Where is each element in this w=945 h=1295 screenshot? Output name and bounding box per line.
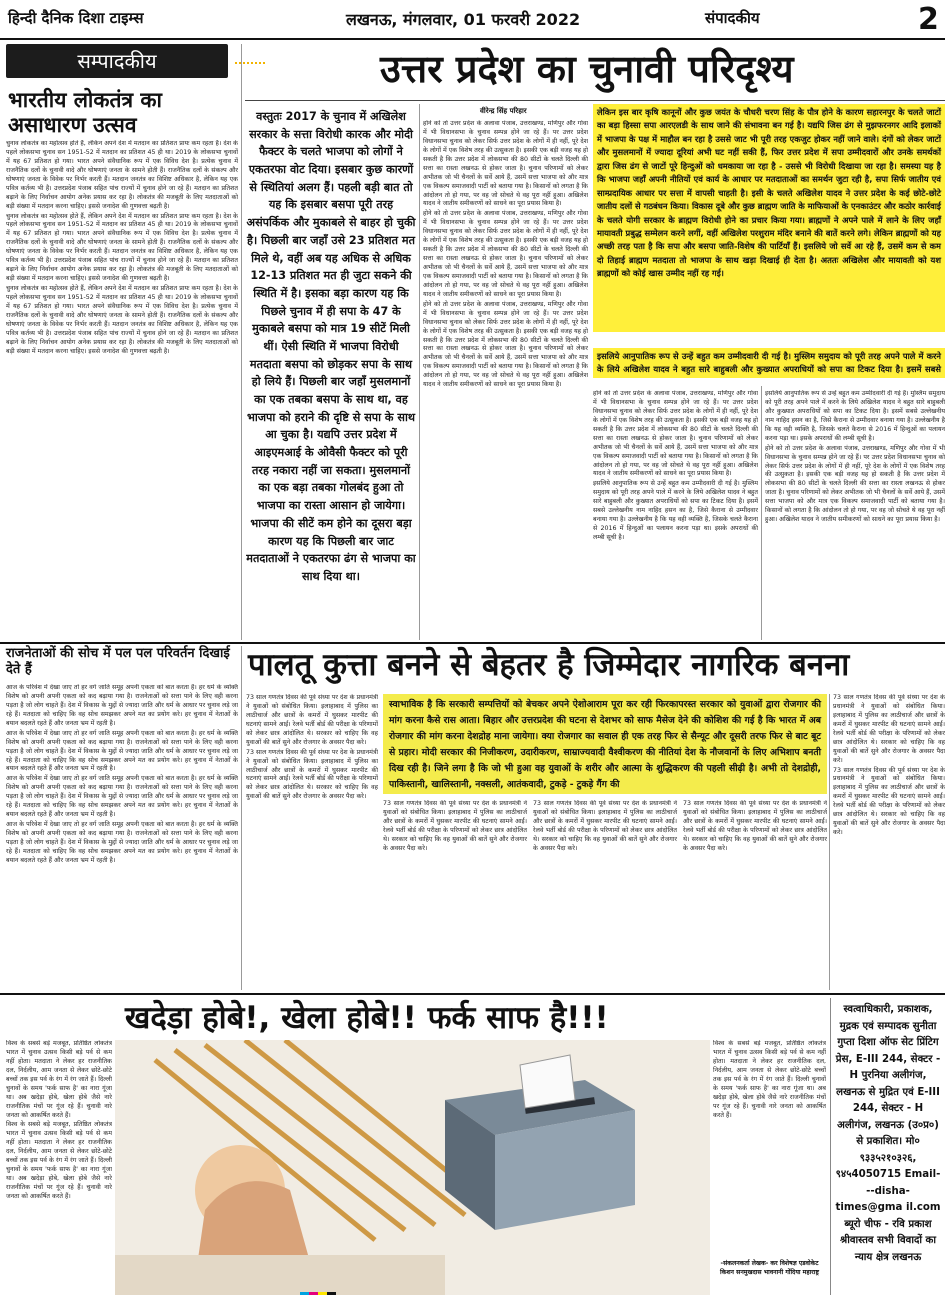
column-divider	[829, 694, 830, 990]
column-divider	[241, 44, 242, 640]
lead-body-2: होने को तो उत्तर प्रदेश के अलावा पंजाब, उत्तराखण्ड, मणिपुर और गोवा में भी विधानसभा के चुनाव सम्पन्न होने जा रहे हैं। पर उत्तर प्रदेश विधानसभा चुनाव को लेकर सिर्फ उत्तर प्रदेश के लोगों में ही नहीं, पूरे देश के लोगों में एक विशेष तरह की उत्सुकता है। इसकी एक बड़ी वजह यह हो सकती है कि उत्तर प्रदेश में लोकसभा की 80 सीटों के चलते दिल्ली की सत्ता का रास्ता लखनऊ से होकर जाता है। चुनाव परिणामों को लेकर अभीतक जो भी चैनलों के सर्वे आये हैं, उसमें सत्ता भाजपा को और मात्र एक विकल्प समाजवादी पार्टी को बताया गया है। किसानों को लगता है कि आंदोलन तो हो गया, पर वह जो सोचते थे वह पूरा नहीं हुआ। अखिलेश यादव ने जातीय समीकरणों को साधने का पूरा प्रयास किया है। इसलिये आनुपातिक रूप से उन्हें बहुत कम उम्मीदवारी दी गई है। मुस्लिम समुदाय को पूरी तरह अपने पाले में करने के लिये अखिलेश यादव ने बहुत सारे बाहुबली और कुख्यात अपराधियों को सपा का टिकट दिया है। इसमें सबसे उल्लेखनीय नाम नाहिद हसन का है, जिसे कैराना से उम्मीदवार बनाया गया है। उल्लेखनीय है कि यह वही व्यक्ति है, जिसके चलते कैराना से 2016 में हिन्दुओं का पलायन करना पड़ा था। इसके अपराधों की लम्बी सूची है।	[593, 390, 758, 541]
section-name: संपादकीय	[705, 9, 760, 27]
paper-name: हिन्दी दैनिक दिशा टाइम्स	[8, 9, 144, 27]
section-rule	[0, 993, 945, 995]
article3-headline: पालतू कुत्ता बनने से बेहतर है जिम्मेदार नागरिक बनना	[248, 647, 850, 683]
lead-body: होने को तो उत्तर प्रदेश के अलावा पंजाब, उत्तराखण्ड, मणिपुर और गोवा में भी विधानसभा के चुनाव सम्पन्न होने जा रहे हैं। पर उत्तर प्रदेश विधानसभा चुनाव को लेकर सिर्फ उत्तर प्रदेश के लोगों में ही नहीं, पूरे देश के लोगों में एक विशेष तरह की उत्सुकता है। इसकी एक बड़ी वजह यह हो सकती है कि उत्तर प्रदेश में लोकसभा की 80 सीटों के चलते दिल्ली की सत्ता का रास्ता लखनऊ से होकर जाता है। चुनाव परिणामों को लेकर अभीतक जो भी चैनलों के सर्वे आये हैं, उसमें सत्ता भाजपा को और मात्र एक विकल्प समाजवादी पार्टी को बताया गया है। किसानों को लगता है कि आंदोलन तो हो गया, पर वह जो सोचते थे वह पूरा नहीं हुआ। अखिलेश यादव ने जातीय समीकरणों को साधने का पूरा प्रयास किया है। होने को तो उत्तर प्रदेश के अलावा पंजाब, उत्तराखण्ड, मणिपुर और गोवा में भी विधानसभा के चुनाव सम्पन्न होने जा रहे हैं। पर उत्तर प्रदेश विधानसभा चुनाव को लेकर सिर्फ उत्तर प्रदेश के लोगों में ही नहीं, पूरे देश के लोगों में एक विशेष तरह की उत्सुकता है। इसकी एक बड़ी वजह यह हो सकती है कि उत्तर प्रदेश में लोकसभा की 80 सीटों के चलते दिल्ली की सत्ता का रास्ता लखनऊ से होकर जाता है। चुनाव परिणामों को लेकर अभीतक जो भी चैनलों के सर्वे आये हैं, उसमें सत्ता भाजपा को और मात्र एक विकल्प समाजवादी पार्टी को बताया गया है। किसानों को लगता है कि आंदोलन तो हो गया, पर वह जो सोचते थे वह पूरा नहीं हुआ। अखिलेश यादव ने जातीय समीकरणों को साधने का पूरा प्रयास किया है। होने को तो उत्तर प्रदेश के अलावा पंजाब, उत्तराखण्ड, मणिपुर और गोवा में भी विधानसभा के चुनाव सम्पन्न होने जा रहे हैं। पर उत्तर प्रदेश विधानसभा चुनाव को लेकर सिर्फ उत्तर प्रदेश के लोगों में ही नहीं, पूरे देश के लोगों में एक विशेष तरह की उत्सुकता है। इसकी एक बड़ी वजह यह हो सकती है कि उत्तर प्रदेश में लोकसभा की 80 सीटों के चलते दिल्ली की सत्ता का रास्ता लखनऊ से होकर जाता है। चुनाव परिणामों को लेकर अभीतक जो भी चैनलों के सर्वे आये हैं, उसमें सत्ता भाजपा को और मात्र एक विकल्प समाजवादी पार्टी को बताया गया है। किसानों को लगता है कि आंदोलन तो हो गया, पर वह जो सोचते थे वह पूरा नहीं हुआ। अखिलेश यादव ने जातीय समीकरणों को साधने का पूरा प्रयास किया है।	[423, 120, 588, 389]
column-divider	[419, 104, 420, 640]
editorial-body: चुनाव लोकतंत्र का महोत्सव होते हैं, लेकिन अपने देश में मतदान का प्रतिशत प्रायः कम रहता है। देश के पहले लोकसभा चुनाव सन 1951-52 में मतदान का प्रतिशत 45 ही था। 2019 के लोकसभा चुनावों में यह 67 प्रतिशत हो गया। भारत अपने संवैधानिक रूप में एक विविध देश है। प्रत्येक चुनाव में राजनैतिक दलों के चुनावी वादे और घोषणाएं जनता के सामने होती हैं। राजनैतिक दलों के संकल्प और घोषणाएं जनता के विवेक पर निर्भर करती हैं। मतदान जनतंत्र का विशिष्ट अधिकार है, लेकिन यह एक पवित्र कर्तव्य भी है। उत्तरप्रदेश पंजाब सहित पांच राज्यों में चुनाव होने जा रहे हैं। मतदान का प्रतिशत बढ़ाने के लिए निर्वाचन आयोग अनेक प्रयास कर रहा है। लोकतंत्र की मजबूती के लिए मतदाताओं को बड़ी संख्या में मतदान करना चाहिए। इससे जनादेश की गुणवत्ता बढ़ती है। चुनाव लोकतंत्र का महोत्सव होते हैं, लेकिन अपने देश में मतदान का प्रतिशत प्रायः कम रहता है। देश के पहले लोकसभा चुनाव सन 1951-52 में मतदान का प्रतिशत 45 ही था। 2019 के लोकसभा चुनावों में यह 67 प्रतिशत हो गया। भारत अपने संवैधानिक रूप में एक विविध देश है। प्रत्येक चुनाव में राजनैतिक दलों के चुनावी वादे और घोषणाएं जनता के सामने होती हैं। राजनैतिक दलों के संकल्प और घोषणाएं जनता के विवेक पर निर्भर करती हैं। मतदान जनतंत्र का विशिष्ट अधिकार है, लेकिन यह एक पवित्र कर्तव्य भी है। उत्तरप्रदेश पंजाब सहित पांच राज्यों में चुनाव होने जा रहे हैं। मतदान का प्रतिशत बढ़ाने के लिए निर्वाचन आयोग अनेक प्रयास कर रहा है। लोकतंत्र की मजबूती के लिए मतदाताओं को बड़ी संख्या में मतदान करना चाहिए। इससे जनादेश की गुणवत्ता बढ़ती है। चुनाव लोकतंत्र का महोत्सव होते हैं, लेकिन अपने देश में मतदान का प्रतिशत प्रायः कम रहता है। देश के पहले लोकसभा चुनाव सन 1951-52 में मतदान का प्रतिशत 45 ही था। 2019 के लोकसभा चुनावों में यह 67 प्रतिशत हो गया। भारत अपने संवैधानिक रूप में एक विविध देश है। प्रत्येक चुनाव में राजनैतिक दलों के चुनावी वादे और घोषणाएं जनता के सामने होती हैं। राजनैतिक दलों के संकल्प और घोषणाएं जनता के विवेक पर निर्भर करती हैं। मतदान जनतंत्र का विशिष्ट अधिकार है, लेकिन यह एक पवित्र कर्तव्य भी है। उत्तरप्रदेश पंजाब सहित पांच राज्यों में चुनाव होने जा रहे हैं। मतदान का प्रतिशत बढ़ाने के लिए निर्वाचन आयोग अनेक प्रयास कर रहा है। लोकतंत्र की मजबूती के लिए मतदाताओं को बड़ी संख्या में मतदान करना चाहिए। इससे जनादेश की गुणवत्ता बढ़ती है।	[6, 140, 238, 355]
column-divider	[761, 386, 762, 640]
editorial-tag: सम्पादकीय	[6, 44, 228, 78]
article2-body: आज के परिवेश में देखा जाए तो हर वर्ग जाति समूह अपनी एकता को बात करता है। हर धर्म के व्यक्ति विशेष को अपनी अपनी एकता को कद बढ़ाया गया है। राजनेताओं को सत्ता पाने के लिए वही करना पड़ता है जो लोग चाहते हैं। देश में विकास के मुद्दों से ज्यादा जाति और धर्म के आधार पर चुनाव लड़े जा रहे हैं। मतदाता को चाहिए कि वह सोच समझकर अपने मत का प्रयोग करे। हर चुनाव में नेताओं के बयान बदलते रहते हैं और जनता भ्रम में रहती है। आज के परिवेश में देखा जाए तो हर वर्ग जाति समूह अपनी एकता को बात करता है। हर धर्म के व्यक्ति विशेष को अपनी अपनी एकता को कद बढ़ाया गया है। राजनेताओं को सत्ता पाने के लिए वही करना पड़ता है जो लोग चाहते हैं। देश में विकास के मुद्दों से ज्यादा जाति और धर्म के आधार पर चुनाव लड़े जा रहे हैं। मतदाता को चाहिए कि वह सोच समझकर अपने मत का प्रयोग करे। हर चुनाव में नेताओं के बयान बदलते रहते हैं और जनता भ्रम में रहती है। आज के परिवेश में देखा जाए तो हर वर्ग जाति समूह अपनी एकता को बात करता है। हर धर्म के व्यक्ति विशेष को अपनी अपनी एकता को कद बढ़ाया गया है। राजनेताओं को सत्ता पाने के लिए वही करना पड़ता है जो लोग चाहते हैं। देश में विकास के मुद्दों से ज्यादा जाति और धर्म के आधार पर चुनाव लड़े जा रहे हैं। मतदाता को चाहिए कि वह सोच समझकर अपने मत का प्रयोग करे। हर चुनाव में नेताओं के बयान बदलते रहते हैं और जनता भ्रम में रहती है। आज के परिवेश में देखा जाए तो हर वर्ग जाति समूह अपनी एकता को बात करता है। हर धर्म के व्यक्ति विशेष को अपनी अपनी एकता को कद बढ़ाया गया है। राजनेताओं को सत्ता पाने के लिए वही करना पड़ता है जो लोग चाहते हैं। देश में विकास के मुद्दों से ज्यादा जाति और धर्म के आधार पर चुनाव लड़े जा रहे हैं। मतदाता को चाहिए कि वह सोच समझकर अपने मत का प्रयोग करे। हर चुनाव में नेताओं के बयान बदलते रहते हैं और जनता भ्रम में रहती है।	[6, 684, 238, 864]
imprint-box: स्वत्वाधिकारी, प्रकाशक, मुद्रक एवं सम्पादक सुनीता गुप्ता दिशा ऑफ सेट प्रिंटिग प्रेस, E-III 244, सेक्टर - H पुरनिया अलीगंज, लखनऊ से मुद्रित एवं E-III 244, सेक्टर - H अलीगंज, लखनऊ (उ०प्र०) से प्रकाशित। मो० ९३३५२१०३२६, ९४५4050715 Email---disha-times@gma il.com ब्यूरो चीफ - रवि प्रकाश श्रीवास्तव सभी विवादों का न्याय क्षेत्र लखनऊ	[830, 998, 945, 1295]
article4-headline: खदेड़ा होबे!, खेला होबे!! फर्क साफ है!!!	[125, 1000, 609, 1036]
ballot-illustration	[115, 1040, 710, 1295]
lead-pullout: वस्तुतः 2017 के चुनाव में अखिलेश सरकार के सत्ता विरोधी कारक और मोदी फैक्टर के चलते भाजपा को लोगों ने एकतरफा वोट दिया। इसबार कुछ कारणों से स्थितियां अलग हैं। पहली बड़ी बात तो यह कि इसबार बसपा पूरी तरह असंपर्किक और मुकाबले से बाहर हो चुकी है। पिछली बार जहाँ उसे 23 प्रतिशत मत मिले थे, वहीं अब यह अधिक से अधिक 12-13 प्रतिशत मत ही जुटा सकने की स्थिति में है। इसका बड़ा कारण यह कि पिछले चुनाव में ही सपा के 47 के मुकाबले बसपा को मात्र 19 सीटें मिली थीं। ऐसी स्थिति में भाजपा विरोधी मतदाता बसपा को छोड़कर सपा के साथ हो लिये हैं। पिछली बार जहाँ मुसलमानों का एक तबका बसपा के साथ था, वह भाजपा को हराने की दृष्टि से सपा के साथ आ चुका है। यद्यपि उत्तर प्रदेश में आइएमआई के ओवैसी फैक्टर को पूरी तरह नकारा नहीं जा सकता। मुसलमानों का एक बड़ा तबका गोलबंद हुआ तो भाजपा का रास्ता आसान हो जायेगा। भाजपा की सीटें कम होने का दूसरा बड़ा कारण यह कि पिछली बार जाट मतदाताओं ने एकतरफा ढंग से भाजपा का साथ दिया था।	[246, 110, 416, 583]
article3-body-2: 73 साल गणतंत्र दिवस की पूर्व संध्या पर देश के प्रधानमंत्री ने युवाओं को संबोधित किया। इलाहाबाद में पुलिस का लाठीचार्ज और छात्रों के कमरों में घुसकर मारपीट की घटनाएं सामने आईं। रेलवे भर्ती बोर्ड की परीक्षा के परिणामों को लेकर छात्र आंदोलित थे। सरकार को चाहिए कि वह युवाओं की बातें सुने और रोजगार के अवसर पैदा करे। 73 साल गणतंत्र दिवस की पूर्व संध्या पर देश के प्रधानमंत्री ने युवाओं को संबोधित किया। इलाहाबाद में पुलिस का लाठीचार्ज और छात्रों के कमरों में घुसकर मारपीट की घटनाएं सामने आईं। रेलवे भर्ती बोर्ड की परीक्षा के परिणामों को लेकर छात्र आंदोलित थे। सरकार को चाहिए कि वह युवाओं की बातें सुने और रोजगार के अवसर पैदा करे। 73 साल गणतंत्र दिवस की पूर्व संध्या पर देश के प्रधानमंत्री ने युवाओं को संबोधित किया। इलाहाबाद में पुलिस का लाठीचार्ज और छात्रों के कमरों में घुसकर मारपीट की घटनाएं सामने आईं। रेलवे भर्ती बोर्ड की परीक्षा के परिणामों को लेकर छात्र आंदोलित थे। सरकार को चाहिए कि वह युवाओं की बातें सुने और रोजगार के अवसर पैदा करे।	[383, 800, 827, 852]
article3-body: 73 साल गणतंत्र दिवस की पूर्व संध्या पर देश के प्रधानमंत्री ने युवाओं को संबोधित किया। इलाहाबाद में पुलिस का लाठीचार्ज और छात्रों के कमरों में घुसकर मारपीट की घटनाएं सामने आईं। रेलवे भर्ती बोर्ड की परीक्षा के परिणामों को लेकर छात्र आंदोलित थे। सरकार को चाहिए कि वह युवाओं की बातें सुने और रोजगार के अवसर पैदा करे। 73 साल गणतंत्र दिवस की पूर्व संध्या पर देश के प्रधानमंत्री ने युवाओं को संबोधित किया। इलाहाबाद में पुलिस का लाठीचार्ज और छात्रों के कमरों में घुसकर मारपीट की घटनाएं सामने आईं। रेलवे भर्ती बोर्ड की परीक्षा के परिणामों को लेकर छात्र आंदोलित थे। सरकार को चाहिए कि वह युवाओं की बातें सुने और रोजगार के अवसर पैदा करे।	[246, 694, 378, 801]
headline-rule	[245, 100, 945, 101]
article4-body-2: विश्व के सबसे बड़े मजबूत, प्रतिष्ठित लोकतंत्र भारत में चुनाव उत्सव किसी बड़े पर्व से कम नहीं होता। मतदाता ने लेकर हर राजनीतिक दल, निर्दलीय, आम जनता से लेकर छोटे-छोटे बच्चों तक इस पर्व के रंग में रंग जाते हैं। दिल्ली चुनावों के समय 'फर्क साफ है' का नारा गूंजा था। अब खदेड़ा होबे, खेला होबे जैसे नारे राजनीतिक मंचों पर गूंज रहे हैं। चुनावी नारे जनता को आकर्षित करते हैं।	[713, 1040, 826, 1119]
lead-body-3: इसलिये आनुपातिक रूप से उन्हें बहुत कम उम्मीदवारी दी गई है। मुस्लिम समुदाय को पूरी तरह अपने पाले में करने के लिये अखिलेश यादव ने बहुत सारे बाहुबली और कुख्यात अपराधियों को सपा का टिकट दिया है। इसमें सबसे उल्लेखनीय नाम नाहिद हसन का है, जिसे कैराना से उम्मीदवार बनाया गया है। उल्लेखनीय है कि यह वही व्यक्ति है, जिसके चलते कैराना से 2016 में हिन्दुओं का पलायन करना पड़ा था। इसके अपराधों की लम्बी सूची है। होने को तो उत्तर प्रदेश के अलावा पंजाब, उत्तराखण्ड, मणिपुर और गोवा में भी विधानसभा के चुनाव सम्पन्न होने जा रहे हैं। पर उत्तर प्रदेश विधानसभा चुनाव को लेकर सिर्फ उत्तर प्रदेश के लोगों में ही नहीं, पूरे देश के लोगों में एक विशेष तरह की उत्सुकता है। इसकी एक बड़ी वजह यह हो सकती है कि उत्तर प्रदेश में लोकसभा की 80 सीटों के चलते दिल्ली की सत्ता का रास्ता लखनऊ से होकर जाता है। चुनाव परिणामों को लेकर अभीतक जो भी चैनलों के सर्वे आये हैं, उसमें सत्ता भाजपा को और मात्र एक विकल्प समाजवादी पार्टी को बताया गया है। किसानों को लगता है कि आंदोलन तो हो गया, पर वह जो सोचते थे वह पूरा नहीं हुआ। अखिलेश यादव ने जातीय समीकरणों को साधने का पूरा प्रयास किया है।	[765, 390, 945, 524]
lead-headline: उत्तर प्रदेश का चुनावी परिदृश्य	[380, 47, 794, 91]
editorial-headline: भारतीय लोकतंत्र का असाधारण उत्सव	[8, 88, 162, 138]
section-rule	[0, 642, 945, 644]
article2-headline: राजनेताओं की सोच में पल पल परिवर्तन दिखाई देते हैं	[6, 646, 230, 677]
article4-body: विश्व के सबसे बड़े मजबूत, प्रतिष्ठित लोकतंत्र भारत में चुनाव उत्सव किसी बड़े पर्व से कम नहीं होता। मतदाता ने लेकर हर राजनीतिक दल, निर्दलीय, आम जनता से लेकर छोटे-छोटे बच्चों तक इस पर्व के रंग में रंग जाते हैं। दिल्ली चुनावों के समय 'फर्क साफ है' का नारा गूंजा था। अब खदेड़ा होबे, खेला होबे जैसे नारे राजनीतिक मंचों पर गूंज रहे हैं। चुनावी नारे जनता को आकर्षित करते हैं। विश्व के सबसे बड़े मजबूत, प्रतिष्ठित लोकतंत्र भारत में चुनाव उत्सव किसी बड़े पर्व से कम नहीं होता। मतदाता ने लेकर हर राजनीतिक दल, निर्दलीय, आम जनता से लेकर छोटे-छोटे बच्चों तक इस पर्व के रंग में रंग जाते हैं। दिल्ली चुनावों के समय 'फर्क साफ है' का नारा गूंजा था। अब खदेड़ा होबे, खेला होबे जैसे नारे राजनीतिक मंचों पर गूंज रहे हैं। चुनावी नारे जनता को आकर्षित करते हैं।	[6, 1040, 112, 1200]
color-registration-strip	[300, 1286, 700, 1295]
article3-lede: स्वाभाविक है कि सरकारी सम्पत्तियों को बेचकर अपने ऐशोआराम पूरा कर रही फिरकापरस्त सरकार को युवाओं द्वारा रोजगार की मांग करना कैसे रास आता। बिहार और उत्तरप्रदेश की घटना से देशभर को साफ मैसेज देने की कोशिश की गई है कि भारत में अब रोजगार की मांग करना देशद्रोह माना जायेगा। क्या रोजगार का सवाल ही एक तरह फिर से सैन्यूट और दूसरी तरफ फिर से बाट बूट से प्रहार। मोदी सरकार की निजीकरण, उदारीकरण, साम्राज्यवादी वैश्वीकरण की नीतियां देश के नौजवानों के लिए अभिशाप बनती दिख रही है। जिने लगा है कि जो भी हुआ वह युवाओं के शरीर और आत्मा के शुद्धिकरण की पहली सीढ़ी है। अभी तो देशद्रोही, पाकिस्तानी, खालिस्तानी, नक्सली, आतंकवादी, टुकड़े - टुकड़े गैंग की	[383, 694, 827, 794]
lead-highlight-2: इसलिये आनुपातिक रूप से उन्हें बहुत कम उम्मीदवारी दी गई है। मुस्लिम समुदाय को पूरी तरह अपने पाले में करने के लिये अखिलेश यादव ने बहुत सारे बाहुबली और कुख्यात अपराधियों को सपा का टिकट दिया है। इसमें सबसे	[593, 348, 945, 378]
masthead	[0, 0, 945, 40]
article3-body-3: 73 साल गणतंत्र दिवस की पूर्व संध्या पर देश के प्रधानमंत्री ने युवाओं को संबोधित किया। इलाहाबाद में पुलिस का लाठीचार्ज और छात्रों के कमरों में घुसकर मारपीट की घटनाएं सामने आईं। रेलवे भर्ती बोर्ड की परीक्षा के परिणामों को लेकर छात्र आंदोलित थे। सरकार को चाहिए कि वह युवाओं की बातें सुने और रोजगार के अवसर पैदा करे। 73 साल गणतंत्र दिवस की पूर्व संध्या पर देश के प्रधानमंत्री ने युवाओं को संबोधित किया। इलाहाबाद में पुलिस का लाठीचार्ज और छात्रों के कमरों में घुसकर मारपीट की घटनाएं सामने आईं। रेलवे भर्ती बोर्ड की परीक्षा के परिणामों को लेकर छात्र आंदोलित थे। सरकार को चाहिए कि वह युवाओं की बातें सुने और रोजगार के अवसर पैदा करे।	[833, 694, 945, 837]
lead-highlight: लेकिन इस बार कृषि कानूनों और कुछ जयंत के चौधरी चरण सिंह के पौत्र होने के कारण सहारनपुर के चलते जाटों का बड़ा हिस्सा सपा आरएलडी के साथ जाने की संभावना बन गई है। यद्यपि जिस ढंग से मुझफरनगर आदि इलाकों में भाजपा के पक्ष में माहौल बन रहा है उससे जाट भी पूरी तरह एकजुट होकर नहीं जाने वाले। दंगों को लेकर जाटों और मुसलमानों में ज्यादा दूरियां अभी घट नहीं सकी हैं, फिर उत्तर प्रदेश में सपा उम्मीदवारों और उनके समर्थकों द्वारा जिस ढंग से जाटों पूरे हिन्दुओं को धमकाया जा रहा है - उससे भी विरोधी दिखाया जा रहा है। समस्या यह है कि भाजपा जहाँ अपनी नीतियों एवं कार्य के आधार पर मतदाताओं का समर्थन जुटा रही है, सपा सिर्फ जातीय एवं साम्प्रदायिक आधार पर सत्ता में वापसी चाहती है। इसी के चलते अखिलेश यादव ने उत्तर प्रदेश के कई छोटे-छोटे जातीय दलों से गठबंधन किया। विकास दूबे और कुछ ब्राह्मण जाति के माफियाओं के एनकाउंटर और कठोर कार्रवाई के चलते योगी सरकार के ब्राह्मण विरोधी होने का प्रचार किया गया। ब्राह्मणों ने अपने पाले में लाने के लिए जहाँ मायावती प्रबुद्ध सम्मेलन करने लगीं, वहीं अखिलेश परशुराम मंदिर बनाने की बातें करने लगे। लेकिन ब्राह्मणों को यह अच्छी तरह पता है कि सपा और बसपा जाति-विशेष की पार्टियाँ हैं। इसलिये जो सर्वे आ रहे हैं, उसमें कम से कम दो तिहाई ब्राह्मण मतदाता तो भाजपा के साथ खड़ा दिखाई ही देता है। अततः अखिलेश और मायावती को यश ब्राह्मणों को कोई खास उम्मीद नहीं रह गई।	[593, 104, 945, 332]
page-number: 2	[918, 2, 939, 37]
column-divider	[241, 646, 242, 990]
dateline: लखनऊ, मंगलवार, 01 फरवरी 2022	[346, 10, 581, 29]
lead-byline: वीरेन्द्र सिंह परिहार	[480, 107, 527, 115]
dotted-rule	[235, 62, 265, 64]
voting-illustration-icon	[115, 1040, 710, 1295]
article4-signoff: -संकलनकर्ता लेखक- कर विशेषज्ञ एडवोकेट किशन सनमुखदास भावनानी गोंदिया महाराष्ट्र	[719, 1260, 820, 1276]
